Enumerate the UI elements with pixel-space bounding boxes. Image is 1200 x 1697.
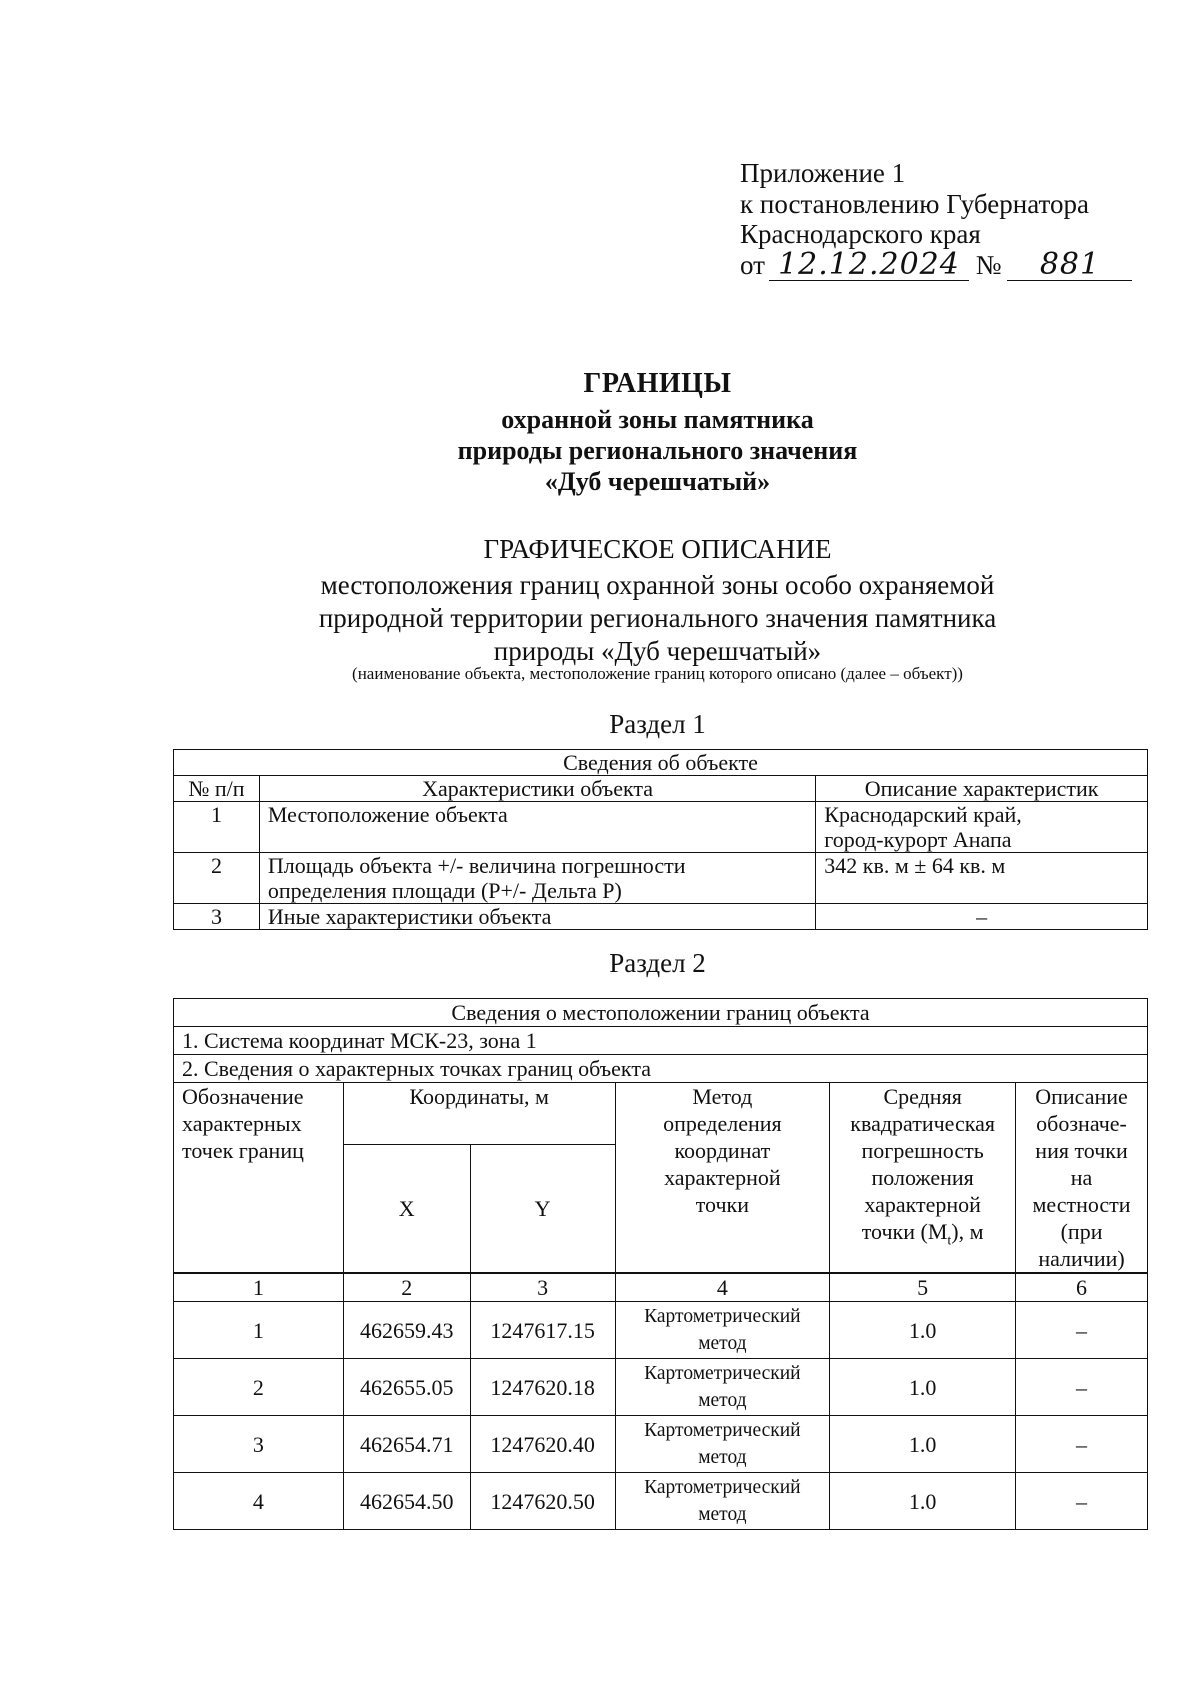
point-y: 1247620.50 <box>470 1473 615 1530</box>
table-header-row <box>174 776 1148 802</box>
row-number: 1 <box>174 802 260 853</box>
header-line: обозначе- <box>1036 1111 1127 1136</box>
row-number: 3 <box>174 904 260 930</box>
point-method <box>615 1302 830 1359</box>
header-line: координат <box>674 1138 771 1163</box>
row-characteristic-line: Площадь объекта +/- величина погрешности <box>267 853 686 878</box>
header-line: погрешность <box>861 1138 984 1163</box>
row-characteristic-line: определения площади (Р+/- Дельта Р) <box>267 878 622 903</box>
header-line: квадратическая <box>850 1111 995 1136</box>
point-x: 462659.43 <box>343 1302 470 1359</box>
header-line: характерных <box>182 1111 302 1136</box>
header-description: Описание характеристик <box>816 776 1148 802</box>
column-number: 5 <box>830 1273 1016 1302</box>
object-info-table <box>173 749 1148 930</box>
header-error <box>830 1083 1016 1274</box>
point-x: 462655.05 <box>343 1359 470 1416</box>
row-description: 342 кв. м ± 64 кв. м <box>816 853 1148 904</box>
point-description: – <box>1016 1302 1148 1359</box>
description-line-2: природной территории регионального значения памятника <box>318 603 997 633</box>
header-line: положения <box>871 1165 974 1190</box>
points-caption: 2. Сведения о характерных точках границ объекта <box>174 1055 1148 1083</box>
header-coordinates: Координаты, м <box>343 1083 615 1145</box>
coordinate-system: 1. Система координат МСК-23, зона 1 <box>174 1027 1148 1055</box>
table-row <box>174 1302 1148 1359</box>
method-line: Картометрический <box>644 1477 801 1498</box>
description-line-1: местоположения границ охранной зоны особо охраняемой <box>320 570 995 600</box>
description-text <box>0 569 1200 668</box>
table-row <box>174 802 1148 853</box>
header-line: характерной <box>864 1192 981 1217</box>
point-method <box>615 1473 830 1530</box>
row-description-line: город-курорт Анапа <box>824 827 1012 852</box>
table-row <box>174 853 1148 904</box>
page-title: ГРАНИЦЫ <box>583 368 732 399</box>
table-row <box>174 1359 1148 1416</box>
header-line: определения <box>663 1111 782 1136</box>
method-line: метод <box>698 1504 747 1525</box>
point-error: 1.0 <box>830 1302 1016 1359</box>
subtitle-line-1: охранной зоны памятника <box>501 405 814 434</box>
point-description: – <box>1016 1473 1148 1530</box>
table-header-row <box>174 1083 1148 1145</box>
row-description-line: Краснодарский край, <box>824 802 1022 827</box>
object-info-caption: Сведения об объекте <box>174 750 1148 776</box>
column-number: 1 <box>174 1273 344 1302</box>
header-line: ния точки <box>1035 1138 1128 1163</box>
point-description: – <box>1016 1416 1148 1473</box>
point-number: 3 <box>174 1416 344 1473</box>
point-error: 1.0 <box>830 1473 1016 1530</box>
header-text: ), м <box>951 1219 984 1244</box>
header-designation <box>174 1083 344 1274</box>
header-line <box>838 1218 1007 1254</box>
row-description <box>816 802 1148 853</box>
appendix-line-2: к постановлению Губернатора <box>740 188 1089 219</box>
column-number: 4 <box>615 1273 830 1302</box>
section-1-title: Раздел 1 <box>609 709 706 739</box>
header-line: точки <box>695 1192 750 1217</box>
header-line: местности <box>1032 1192 1131 1217</box>
boundary-points-table <box>173 998 1148 1530</box>
point-x: 462654.71 <box>343 1416 470 1473</box>
row-characteristic <box>259 853 815 904</box>
header-line: на <box>1070 1165 1093 1190</box>
point-description: – <box>1016 1359 1148 1416</box>
handwritten-number: 881 <box>1007 250 1132 281</box>
column-number-row <box>174 1273 1148 1302</box>
point-method <box>615 1359 830 1416</box>
header-line: точек границ <box>182 1138 304 1163</box>
header-line: (при <box>1060 1219 1103 1244</box>
appendix-date-line <box>740 246 1132 282</box>
header-line: характерной <box>664 1165 781 1190</box>
subtitle-line-3: «Дуб черешчатый» <box>544 467 771 496</box>
header-y: Y <box>470 1144 615 1273</box>
method-line: Картометрический <box>644 1420 801 1441</box>
point-method <box>615 1416 830 1473</box>
method-line: Картометрический <box>644 1363 801 1384</box>
column-number: 3 <box>470 1273 615 1302</box>
section-2-title: Раздел 2 <box>609 948 706 978</box>
point-x: 462654.50 <box>343 1473 470 1530</box>
point-y: 1247617.15 <box>470 1302 615 1359</box>
header-line: Средняя <box>883 1084 962 1109</box>
appendix-header <box>740 158 1132 281</box>
row-characteristic: Иные характеристики объекта <box>259 904 815 930</box>
table-row <box>174 1416 1148 1473</box>
appendix-line-3: Краснодарского края <box>740 219 981 249</box>
header-characteristics: Характеристики объекта <box>259 776 815 802</box>
row-description: – <box>816 904 1148 930</box>
number-label: № <box>975 249 1002 280</box>
header-line: Описание <box>1035 1084 1128 1109</box>
description-title: ГРАФИЧЕСКОЕ ОПИСАНИЕ <box>483 534 832 564</box>
header-method <box>615 1083 830 1274</box>
header-line: Метод <box>692 1084 753 1109</box>
header-location <box>1016 1083 1148 1274</box>
header-x: X <box>343 1144 470 1273</box>
point-y: 1247620.40 <box>470 1416 615 1473</box>
header-subscript: t <box>947 1233 952 1249</box>
point-error: 1.0 <box>830 1416 1016 1473</box>
method-line: метод <box>698 1447 747 1468</box>
appendix-line-1: Приложение 1 <box>740 158 906 188</box>
column-number: 6 <box>1016 1273 1148 1302</box>
method-line: метод <box>698 1390 747 1411</box>
handwritten-date: 12.12.2024 <box>769 250 969 281</box>
header-line: Обозначение <box>182 1084 304 1109</box>
point-number: 2 <box>174 1359 344 1416</box>
subtitle-line-2: природы регионального значения <box>457 436 858 465</box>
from-label: от <box>740 249 765 280</box>
table-row <box>174 904 1148 930</box>
row-characteristic: Местоположение объекта <box>259 802 815 853</box>
point-y: 1247620.18 <box>470 1359 615 1416</box>
table-row <box>174 1473 1148 1530</box>
header-number: № п/п <box>174 776 260 802</box>
description-line-3: природы «Дуб черешчатый» <box>493 636 822 666</box>
method-line: метод <box>698 1333 747 1354</box>
column-number: 2 <box>343 1273 470 1302</box>
point-number: 4 <box>174 1473 344 1530</box>
header-text: точки (M <box>861 1219 948 1244</box>
page-subtitle <box>0 404 1200 497</box>
point-error: 1.0 <box>830 1359 1016 1416</box>
description-note: (наименование объекта, местоположение границ которого описано (далее – объект)) <box>352 664 963 683</box>
row-number: 2 <box>174 853 260 904</box>
boundary-caption: Сведения о местоположении границ объекта <box>174 999 1148 1027</box>
header-line: наличии) <box>1038 1246 1125 1271</box>
method-line: Картометрический <box>644 1306 801 1327</box>
point-number: 1 <box>174 1302 344 1359</box>
